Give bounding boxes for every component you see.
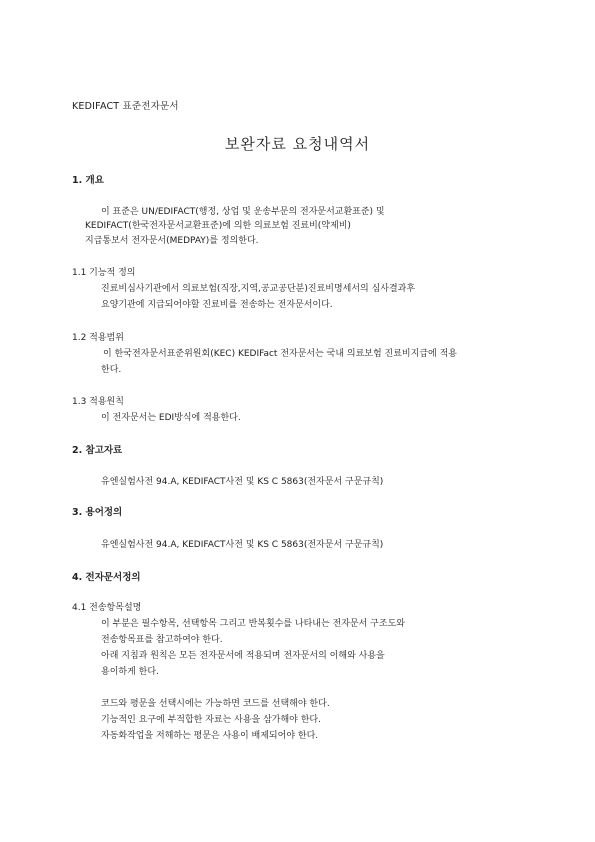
- section-4-1-line-6: 기능적인 요구에 부적합한 자료는 사용을 삼가해야 한다.: [101, 715, 321, 725]
- section-2-heading: 2. 참고자료: [72, 445, 123, 456]
- section-1-line-1: 이 표준은 UN/EDIFACT(행정, 상업 및 운송부문의 전자문서교환표준) 및: [101, 207, 385, 217]
- section-4-1-line-1: 이 부분은 필수항목, 선택항목 그리고 반복횟수를 나타내는 전자문서 구조도와: [101, 619, 405, 629]
- section-1-line-3: 지급통보서 전자문서(MEDPAY)를 정의한다.: [85, 236, 259, 246]
- section-2-line-1: 유엔실험사전 94.A, KEDIFACT사전 및 KS C 5863(전자문서 구문규칙): [101, 477, 384, 487]
- section-3-heading: 3. 용어정의: [72, 507, 123, 518]
- section-1-1-line-2: 요양기관에 지급되어야할 진료비를 전송하는 전자문서이다.: [101, 300, 333, 310]
- section-1-2-heading: 1.2 적용범위: [72, 333, 124, 343]
- section-3-line-1: 유엔실험사전 94.A, KEDIFACT사전 및 KS C 5863(전자문서 구문규칙): [101, 540, 384, 550]
- page-title: 보완자료 요청내역서: [224, 135, 371, 153]
- section-4-1-line-3: 아래 지침과 원칙은 모든 전자문서에 적용되며 전자문서의 이해와 사용을: [101, 651, 385, 661]
- section-4-1-line-7: 자동화작업을 저해하는 평문은 사용이 배제되어야 한다.: [101, 731, 319, 741]
- section-1-1-heading: 1.1 기능적 정의: [72, 268, 136, 278]
- section-1-2-line-1: 이 한국전자문서표준위원회(KEC) KEDIFact 전자문서는 국내 의료보험 진료비지급에 적용: [103, 349, 457, 359]
- section-1-3-line-1: 이 전자문서는 EDI방식에 적용한다.: [101, 413, 241, 423]
- section-1-heading: 1. 개요: [72, 175, 104, 186]
- section-1-3-heading: 1.3 적용원칙: [72, 397, 124, 407]
- section-1-2-line-2: 한다.: [101, 365, 122, 375]
- section-4-1-line-4: 용이하게 한다.: [101, 667, 159, 677]
- section-1-line-2: KEDIFACT(한국전자문서교환표준)에 의한 의료보험 진료비(약제비): [85, 221, 351, 231]
- section-4-1-line-5: 코드와 평문을 선택시에는 가능하면 코드를 선택해야 한다.: [101, 699, 330, 709]
- section-4-1-heading: 4.1 전송항목설명: [72, 603, 142, 613]
- section-1-1-line-1: 진료비심사기관에서 의료보험(직장,지역,공교공단분)진료비명세서의 심사결과후: [101, 284, 416, 294]
- section-4-1-line-2: 전송항목표를 참고하여야 한다.: [101, 635, 223, 645]
- section-4-heading: 4. 전자문서정의: [72, 572, 141, 583]
- document-header: KEDIFACT 표준전자문서: [72, 101, 179, 112]
